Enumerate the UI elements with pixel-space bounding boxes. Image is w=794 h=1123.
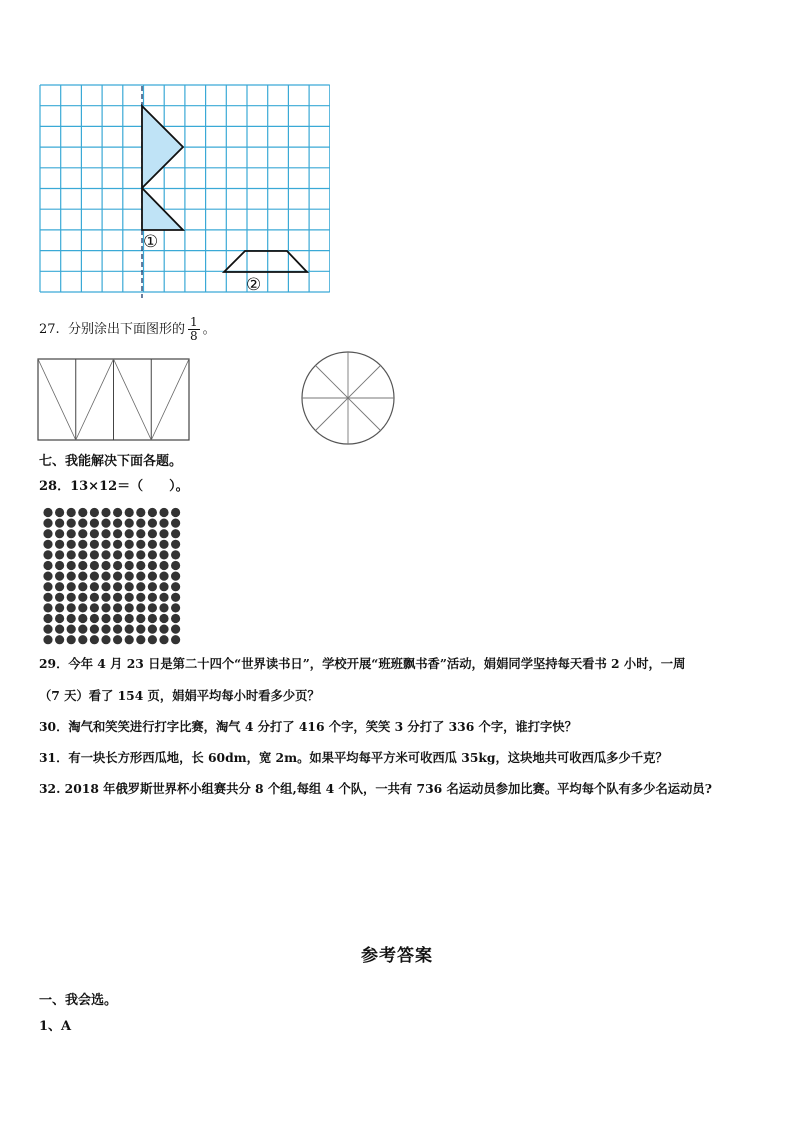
dot <box>55 519 64 528</box>
dot <box>78 603 87 612</box>
dot <box>43 635 52 644</box>
dot <box>125 550 134 559</box>
dot <box>159 508 168 517</box>
dot <box>90 582 99 591</box>
dot <box>78 635 87 644</box>
answer-1: 1、A <box>39 1019 72 1034</box>
dot <box>43 550 52 559</box>
dot <box>171 561 180 570</box>
dot <box>136 561 145 570</box>
dot <box>43 508 52 517</box>
dot <box>90 540 99 549</box>
question-27 <box>39 316 216 343</box>
dot <box>55 582 64 591</box>
dot <box>101 635 110 644</box>
question-30: 30．淘气和笑笑进行打字比赛，淘气 4 分打了 416 个字，笑笑 3 分打了 336 个字，谁打字快？ <box>39 719 577 734</box>
dot <box>113 635 122 644</box>
question-28: 28．13×12＝（ ）。 <box>39 479 189 494</box>
dot <box>125 614 134 623</box>
dot <box>55 561 64 570</box>
dot <box>136 625 145 634</box>
dot <box>67 519 76 528</box>
dot <box>55 603 64 612</box>
dot <box>148 614 157 623</box>
dot <box>78 572 87 581</box>
section-7-heading: 七、我能解决下面各题。 <box>39 454 183 469</box>
dot <box>113 593 122 602</box>
question-29-line-2: （7 天）看了 154 页，娟娟平均每小时看多少页？ <box>39 688 320 703</box>
dot <box>171 593 180 602</box>
dot <box>113 540 122 549</box>
dot <box>136 529 145 538</box>
dot <box>136 614 145 623</box>
dot <box>78 582 87 591</box>
question-31: 31．有一块长方形西瓜地，长 60dm，宽 2m。如果平均每平方米可收西瓜 35kg，这块地共可收西瓜多少千克？ <box>39 750 668 765</box>
dot <box>67 550 76 559</box>
dot <box>67 625 76 634</box>
dot <box>113 582 122 591</box>
dot <box>101 572 110 581</box>
fraction-one-eighth <box>188 316 200 343</box>
dot <box>90 614 99 623</box>
dot <box>125 603 134 612</box>
dot <box>90 603 99 612</box>
dot <box>148 635 157 644</box>
dot <box>55 625 64 634</box>
dot <box>101 625 110 634</box>
dot <box>125 508 134 517</box>
dot <box>78 625 87 634</box>
dot <box>113 519 122 528</box>
dot <box>90 625 99 634</box>
dot <box>125 519 134 528</box>
dot <box>159 572 168 581</box>
dot <box>148 593 157 602</box>
dot <box>67 572 76 581</box>
dot <box>113 561 122 570</box>
dot <box>136 593 145 602</box>
dot <box>78 508 87 517</box>
dot <box>101 561 110 570</box>
dot <box>171 635 180 644</box>
dot <box>55 614 64 623</box>
dot <box>171 625 180 634</box>
dot <box>148 625 157 634</box>
dot <box>101 519 110 528</box>
dot <box>43 572 52 581</box>
dot <box>90 635 99 644</box>
dot <box>125 582 134 591</box>
dot <box>136 550 145 559</box>
dot <box>43 540 52 549</box>
dot <box>90 593 99 602</box>
dot <box>125 572 134 581</box>
dot <box>90 508 99 517</box>
dot-array <box>42 507 186 647</box>
shape-2-trapezoid <box>224 251 307 272</box>
dot <box>67 529 76 538</box>
dot <box>125 593 134 602</box>
dot <box>67 635 76 644</box>
dot <box>43 529 52 538</box>
rectangle-figure <box>37 358 191 442</box>
fraction-numerator: 1 <box>189 315 198 329</box>
dot <box>171 550 180 559</box>
dot <box>171 572 180 581</box>
dot <box>55 572 64 581</box>
question-29-line-1: 29．今年 4 月 23 日是第二十四个“世界读书日”，学校开展“班班飘书香”活动，娟娟同学坚持每天看书 2 小时，一周 <box>39 656 686 671</box>
dot <box>159 625 168 634</box>
dot <box>159 550 168 559</box>
dot <box>101 582 110 591</box>
dot <box>159 603 168 612</box>
dot <box>78 593 87 602</box>
dot <box>67 614 76 623</box>
dot <box>78 519 87 528</box>
dot <box>125 540 134 549</box>
dot <box>101 529 110 538</box>
question-27-text: 分别涂出下面图形的 <box>67 322 185 337</box>
dot <box>55 540 64 549</box>
question-27-number: 27. <box>39 322 60 337</box>
dot <box>159 593 168 602</box>
dot <box>136 582 145 591</box>
dot <box>78 550 87 559</box>
fraction-denominator: 8 <box>189 329 198 343</box>
dot <box>67 603 76 612</box>
dot <box>148 550 157 559</box>
dot <box>148 582 157 591</box>
circle-figure <box>300 350 396 446</box>
dot <box>43 561 52 570</box>
dot <box>78 540 87 549</box>
dot <box>78 529 87 538</box>
dot <box>148 603 157 612</box>
dot <box>113 529 122 538</box>
dot <box>43 625 52 634</box>
question-27-period: 。 <box>202 322 216 337</box>
dot <box>125 625 134 634</box>
dot <box>101 550 110 559</box>
dot <box>148 508 157 517</box>
answers-title: 参考答案 <box>361 946 433 966</box>
dot <box>171 508 180 517</box>
dot <box>136 572 145 581</box>
dot <box>78 614 87 623</box>
dot <box>113 508 122 517</box>
dot <box>125 561 134 570</box>
dot <box>43 603 52 612</box>
dot <box>148 561 157 570</box>
dot <box>159 614 168 623</box>
dot <box>148 529 157 538</box>
dot <box>101 593 110 602</box>
dot <box>171 540 180 549</box>
dot <box>113 614 122 623</box>
dot <box>90 529 99 538</box>
dot <box>171 519 180 528</box>
dot <box>55 529 64 538</box>
dot <box>55 593 64 602</box>
grid-lines <box>40 85 330 292</box>
shape-2-label: ② <box>246 275 262 295</box>
dot <box>171 603 180 612</box>
dot <box>67 508 76 517</box>
dot <box>90 550 99 559</box>
dot <box>148 519 157 528</box>
dot <box>171 582 180 591</box>
question-32: 32. 2018 年俄罗斯世界杯小组赛共分 8 个组,每组 4 个队，一共有 736 名运动员参加比赛。平均每个队有多少名运动员? <box>39 781 712 796</box>
dot <box>43 519 52 528</box>
dot <box>67 540 76 549</box>
dot <box>113 603 122 612</box>
dot <box>101 614 110 623</box>
dot <box>55 635 64 644</box>
dot <box>159 529 168 538</box>
dot <box>67 561 76 570</box>
dot <box>159 582 168 591</box>
dot <box>136 603 145 612</box>
dot <box>148 572 157 581</box>
dot <box>67 582 76 591</box>
dot <box>55 508 64 517</box>
dot <box>113 572 122 581</box>
dot <box>125 529 134 538</box>
dot <box>159 635 168 644</box>
dot <box>136 635 145 644</box>
answers-section-1: 一、我会选。 <box>39 993 118 1008</box>
dot <box>171 529 180 538</box>
dot <box>43 614 52 623</box>
dot <box>101 540 110 549</box>
dot <box>55 550 64 559</box>
dot <box>159 540 168 549</box>
shape-1-label: ① <box>143 232 159 252</box>
grid-figure <box>38 84 330 300</box>
dot <box>113 550 122 559</box>
dot <box>136 508 145 517</box>
dot <box>125 635 134 644</box>
dot <box>148 540 157 549</box>
dot <box>101 508 110 517</box>
dot <box>136 540 145 549</box>
dot <box>67 593 76 602</box>
dot <box>43 593 52 602</box>
dot <box>171 614 180 623</box>
dot <box>90 519 99 528</box>
dot <box>159 519 168 528</box>
dot <box>159 561 168 570</box>
dot <box>101 603 110 612</box>
dot <box>43 582 52 591</box>
dot <box>78 561 87 570</box>
dot <box>90 561 99 570</box>
dot <box>113 625 122 634</box>
dot <box>90 572 99 581</box>
dot <box>136 519 145 528</box>
